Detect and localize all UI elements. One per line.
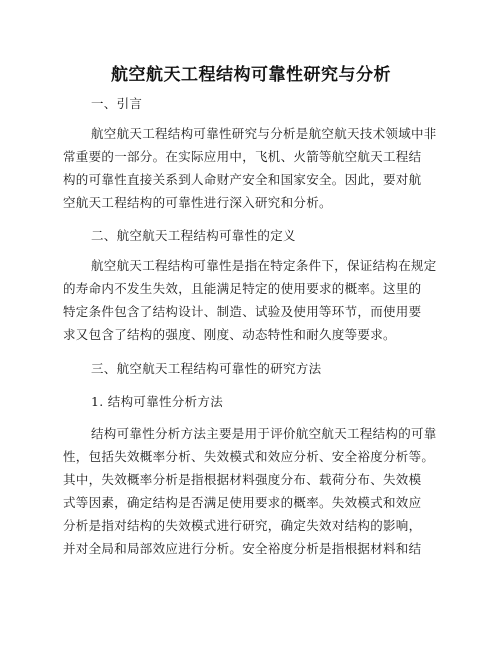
paragraph-line: 常重要的一部分。在实际应用中，飞机、火箭等航空航天工程结 [63,149,422,164]
paragraph-line: 式等因素，确定结构是否满足使用要求的概率。失效模式和效应 [63,495,422,510]
subsection-heading: 1. 结构可靠性分析方法 [91,394,223,409]
section-heading-definition: 二、航空航天工程结构可靠性的定义 [91,228,296,243]
paragraph-line: 求又包含了结构的强度、刚度、动态特性和耐久度等要求。 [63,327,396,342]
paragraph-line: 结构可靠性分析方法主要是用于评价航空航天工程结构的可靠 [91,426,437,441]
paragraph-line: 航空航天工程结构可靠性研究与分析是航空航天技术领域中非 [91,126,437,141]
paragraph-line: 并对全局和局部效应进行分析。安全裕度分析是指根据材料和结 [63,541,422,556]
document-title: 航空航天工程结构可靠性研究与分析 [111,65,391,85]
section-heading-introduction: 一、引言 [91,96,143,111]
paragraph-line: 构的可靠性直接关系到人命财产安全和国家安全。因此，要对航 [63,172,422,187]
section-heading-methods: 三、航空航天工程结构可靠性的研究方法 [91,361,322,376]
paragraph-line: 特定条件包含了结构设计、制造、试验及使用等环节，而使用要 [63,304,422,319]
paragraph-line: 的寿命内不发生失效，且能满足特定的使用要求的概率。这里的 [63,281,422,296]
paragraph-line: 性，包括失效概率分析、失效模式和效应分析、安全裕度分析等。 [63,449,435,464]
paragraph-line: 其中，失效概率分析是指根据材料强度分布、载荷分布、失效模 [63,472,422,487]
paragraph-line: 空航天工程结构的可靠性进行深入研究和分析。 [63,195,332,210]
paragraph-line: 航空航天工程结构可靠性是指在特定条件下，保证结构在规定 [91,258,437,273]
paragraph-line: 分析是指对结构的失效模式进行研究，确定失效对结构的影响， [63,518,422,533]
